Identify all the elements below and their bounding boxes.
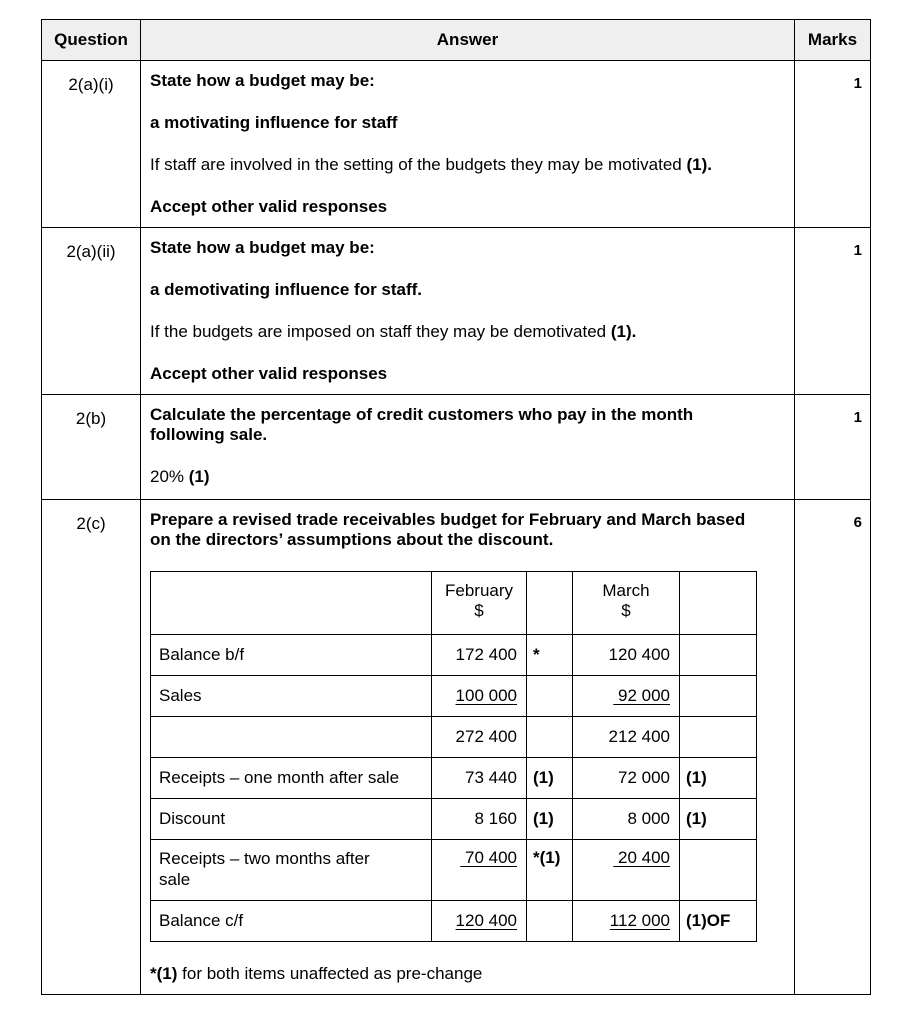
answer-cell [141,500,795,995]
table-row [42,395,871,500]
budget-line-label: Balance b/f [151,635,432,676]
question-number: 2(a)(ii) [42,228,141,395]
february-value: 272 400 [432,717,527,758]
model-answer [150,322,794,342]
february-header: February $ [432,572,527,635]
question-prompt: Prepare a revised trade receivables budget for February and March based on the directors’ assumptions about the discount. [150,510,746,549]
header-row [42,20,871,61]
february-mark: *(1) [527,840,573,901]
table-row [42,500,871,995]
march-value: 212 400 [573,717,680,758]
march-value: 20 400 [573,840,680,901]
marks-value: 1 [795,395,871,500]
february-mark: * [527,635,573,676]
march-mark: (1) [680,799,757,840]
february-mark: (1) [527,799,573,840]
budget-row [151,840,757,901]
answer-text: If the budgets are imposed on staff they may be demotivated [150,322,607,341]
february-mark [527,717,573,758]
budget-row [151,676,757,717]
question-number: 2(a)(i) [42,61,141,228]
mark-scheme-table [41,19,871,995]
february-value: 73 440 [432,758,527,799]
question-header: Question [42,20,141,61]
march-value: 72 000 [573,758,680,799]
marks-value: 1 [795,228,871,395]
answer-cell [141,395,795,500]
marking-note: Accept other valid responses [150,197,388,216]
march-value: 112 000 [573,901,680,942]
march-value: 8 000 [573,799,680,840]
budget-row [151,758,757,799]
marks-value: 6 [795,500,871,995]
answer-mark: (1). [686,155,712,174]
question-prompt: Calculate the percentage of credit customers who pay in the month following sale. [150,405,694,444]
february-value: 70 400 [432,840,527,901]
march-mark-header [680,572,757,635]
answer-text: If staff are involved in the setting of the budgets they may be motivated [150,155,682,174]
budget-line-label [151,717,432,758]
march-mark: (1) [680,758,757,799]
budget-row [151,901,757,942]
february-mark [527,676,573,717]
answer-text: 20% [150,467,185,486]
february-mark-header [527,572,573,635]
marking-note: Accept other valid responses [150,364,388,383]
february-value: 172 400 [432,635,527,676]
question-number: 2(c) [42,500,141,995]
budget-label-header [151,572,432,635]
question-prompt: State how a budget may be: [150,71,375,90]
table-row [42,61,871,228]
marks-value: 1 [795,61,871,228]
budget-line-label: Sales [151,676,432,717]
march-header: March $ [573,572,680,635]
march-mark [680,717,757,758]
march-value: 120 400 [573,635,680,676]
model-answer [150,155,794,175]
february-mark: (1) [527,758,573,799]
question-prompt: State how a budget may be: [150,238,375,257]
february-mark [527,901,573,942]
budget-row [151,799,757,840]
question-sub-prompt: a demotivating influence for staff. [150,280,423,299]
answer-cell [141,228,795,395]
budget-line-label: Balance c/f [151,901,432,942]
march-mark [680,840,757,901]
march-mark [680,635,757,676]
budget-line-label: Discount [151,799,432,840]
budget-row [151,635,757,676]
march-mark: (1)OF [680,901,757,942]
march-value: 92 000 [573,676,680,717]
question-number: 2(b) [42,395,141,500]
answer-mark: (1). [610,322,637,341]
receivables-budget-table [150,571,757,942]
budget-header-row [151,572,757,635]
model-answer [150,467,794,487]
footnote-text: for both items unaffected as pre-change [182,964,483,983]
question-sub-prompt: a motivating influence for staff [150,113,398,132]
marks-header: Marks [795,20,871,61]
footnote [150,964,794,994]
february-value: 120 400 [432,901,527,942]
march-mark [680,676,757,717]
budget-line-label: Receipts – two months after sale [151,840,432,901]
answer-header: Answer [141,20,795,61]
february-value: 100 000 [432,676,527,717]
budget-line-label: Receipts – one month after sale [151,758,432,799]
answer-mark: (1) [188,467,210,486]
footnote-mark: *(1) [150,964,178,983]
february-value: 8 160 [432,799,527,840]
budget-row [151,717,757,758]
answer-cell [141,61,795,228]
table-row [42,228,871,395]
